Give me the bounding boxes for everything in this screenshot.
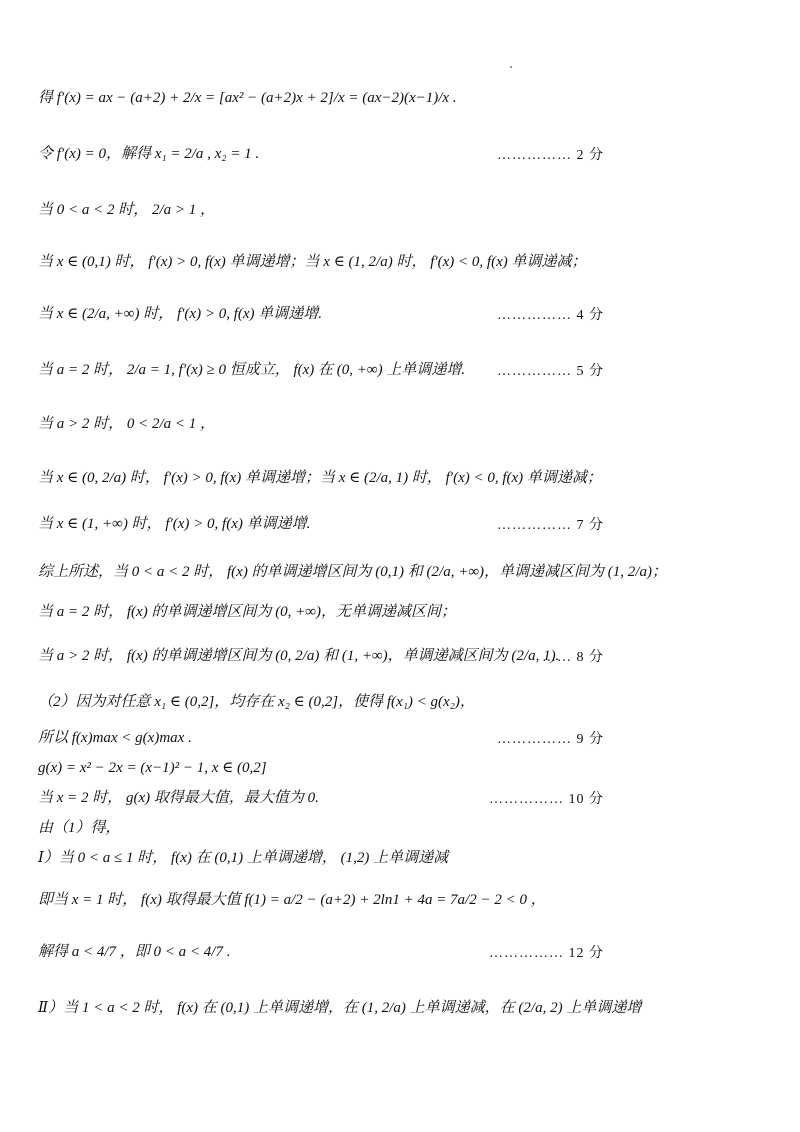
line-text: 当 a > 2 时， 0 < 2/a < 1 ， xyxy=(38,416,216,432)
line-text: （2）因为对任意 x₁ ∈ (0,2]，均存在 x₂ ∈ (0,2]，使得 f(x₁) < g(x₂)， xyxy=(38,694,475,710)
part2-line xyxy=(38,726,760,747)
score-mark: …………… 5 分 xyxy=(497,364,604,379)
part2-line xyxy=(38,940,760,961)
line-text: g(x) = x² − 2x = (x−1)² − 1, x ∈ (0,2] xyxy=(38,760,267,776)
line-text: 由（1）得， xyxy=(38,820,121,836)
case-line xyxy=(38,412,760,433)
score-mark: …………… 12 分 xyxy=(489,946,604,961)
critical-points-line xyxy=(38,142,760,163)
line-text: 当 x = 2 时， g(x) 取得最大值，最大值为 0. xyxy=(38,790,319,806)
line-text: 当 x ∈ (0,1) 时， f′(x) > 0, f(x) 单调递增；当 x ∈ (1, 2/a) 时， f′(x) < 0, f(x) 单调递减； xyxy=(38,254,587,270)
derivative-line xyxy=(38,86,760,107)
case-line xyxy=(38,358,760,379)
line-text: 当 a = 2 时， f(x) 的单调递增区间为 (0, +∞)，无单调递减区间； xyxy=(38,604,456,620)
part2-line xyxy=(38,996,760,1017)
summary-line xyxy=(38,600,760,621)
line-text: 当 a = 2 时， 2/a = 1, f′(x) ≥ 0 恒成立， f(x) 在 (0, +∞) 上单调递增. xyxy=(38,362,466,378)
line-text: 综上所述，当 0 < a < 2 时， f(x) 的单调递增区间为 (0,1) 和 (2/a, +∞)，单调递减区间为 (1, 2/a)； xyxy=(38,564,667,580)
score-mark: …………… 4 分 xyxy=(497,308,604,323)
line-text: 当 a > 2 时， f(x) 的单调递增区间为 (0, 2/a) 和 (1, +∞)，单调递减区间为 (2/a, 1). xyxy=(38,648,560,664)
line-text: 当 x ∈ (0, 2/a) 时， f′(x) > 0, f(x) 单调递增；当 x ∈ (2/a, 1) 时， f′(x) < 0, f(x) 单调递减； xyxy=(38,470,602,486)
case-line xyxy=(38,250,760,271)
line-text: 所以 f(x)max < g(x)max . xyxy=(38,730,192,746)
score-mark: …………… 10 分 xyxy=(489,792,604,807)
line-text: Ⅰ）当 0 < a ≤ 1 时， f(x) 在 (0,1) 上单调递增， (1,2) 上单调递减 xyxy=(38,850,449,866)
line-text: 即当 x = 1 时， f(x) 取得最大值 f(1) = a/2 − (a+2) + 2ln1 + 4a = 7a/2 − 2 < 0 ， xyxy=(38,892,546,908)
score-mark: …………… 9 分 xyxy=(497,732,604,747)
part2-line xyxy=(38,786,760,807)
line-text: Ⅱ）当 1 < a < 2 时， f(x) 在 (0,1) 上单调递增，在 (1, 2/a) 上单调递减，在 (2/a, 2) 上单调递增 xyxy=(38,1000,642,1016)
line-text: 当 x ∈ (2/a, +∞) 时， f′(x) > 0, f(x) 单调递增. xyxy=(38,306,323,322)
line-text: 当 0 < a < 2 时， 2/a > 1 ， xyxy=(38,202,216,218)
part2-line xyxy=(38,816,760,837)
score-mark: …………… 7 分 xyxy=(497,518,604,533)
line-text: 令 f′(x) = 0，解得 x₁ = 2/a , x₂ = 1 . xyxy=(38,146,260,162)
case-line xyxy=(38,466,760,487)
line-text: 当 x ∈ (1, +∞) 时， f′(x) > 0, f(x) 单调递增. xyxy=(38,516,311,532)
part2-line xyxy=(38,846,760,867)
summary-line xyxy=(38,644,760,665)
case-line xyxy=(38,198,760,219)
part2-line xyxy=(38,690,760,711)
case-line xyxy=(38,302,760,323)
line-text: 得 f′(x) = ax − (a+2) + 2/x = [ax² − (a+2)x + 2]/x = (ax−2)(x−1)/x . xyxy=(38,90,457,106)
line-text: 解得 a < 4/7 ，即 0 < a < 4/7 . xyxy=(38,944,231,960)
part2-line xyxy=(38,758,760,777)
summary-line xyxy=(38,560,760,581)
case-line xyxy=(38,512,760,533)
score-mark: …… 8 分 xyxy=(542,650,604,665)
part2-line xyxy=(38,888,760,909)
speck-mark xyxy=(510,66,512,68)
score-mark: …………… 2 分 xyxy=(497,148,604,163)
